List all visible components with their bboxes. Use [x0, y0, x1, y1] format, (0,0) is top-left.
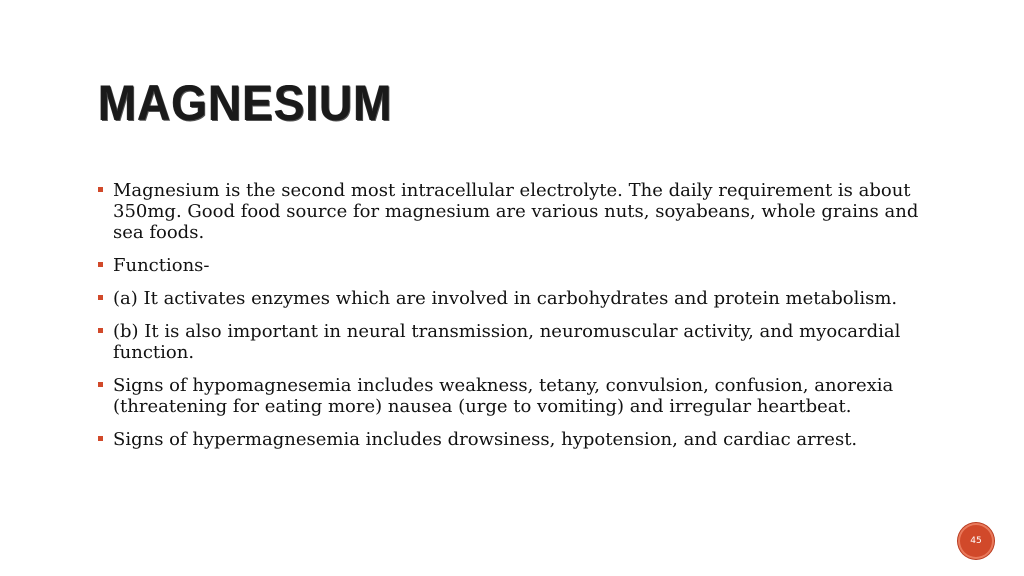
bullet-marker-icon	[98, 187, 103, 192]
slide-title: MAGNESIUM	[98, 75, 393, 131]
bullet-item	[98, 429, 928, 450]
bullet-text: Signs of hypomagnesemia includes weakness, tetany, convulsion, confusion, anorexia (threatening for eating more) nausea (urge to vomiting) and irregular heartbeat.	[113, 375, 894, 417]
bullet-marker-icon	[98, 295, 103, 300]
bullet-marker-icon	[98, 382, 103, 387]
bullet-marker-icon	[98, 262, 103, 267]
bullet-item	[98, 255, 928, 276]
bullet-item	[98, 288, 928, 309]
bullet-item	[98, 375, 928, 417]
bullet-item	[98, 321, 928, 363]
bullet-text: (b) It is also important in neural transmission, neuromuscular activity, and myocardial function.	[113, 321, 901, 363]
page-number-badge	[958, 523, 994, 559]
bullet-text: Signs of hypermagnesemia includes drowsiness, hypotension, and cardiac arrest.	[113, 429, 858, 450]
bullet-marker-icon	[98, 328, 103, 333]
bullet-item	[98, 180, 928, 243]
page-number: 45	[970, 536, 982, 546]
bullet-text: Magnesium is the second most intracellular electrolyte. The daily requirement is about 350mg. Good food source for magnesium are various nuts, soyabeans, whole grains and sea foods.	[113, 180, 919, 243]
bullet-text: (a) It activates enzymes which are involved in carbohydrates and protein metabolism.	[113, 288, 898, 309]
bullet-text: Functions-	[113, 255, 210, 276]
bullet-list	[98, 180, 928, 462]
bullet-marker-icon	[98, 436, 103, 441]
